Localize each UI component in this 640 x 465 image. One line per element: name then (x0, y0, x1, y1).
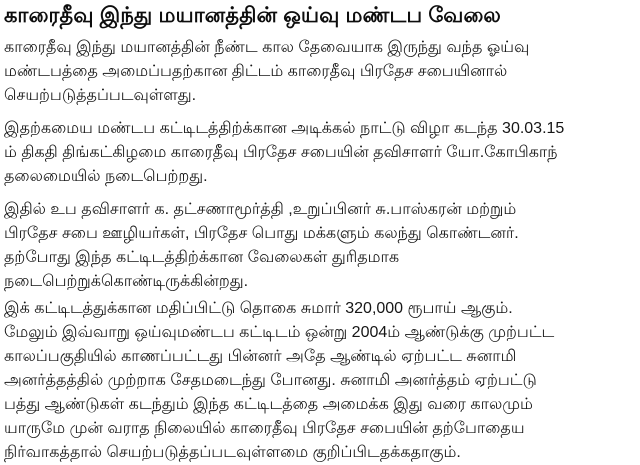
text-line: செயற்படுத்தப்படவுள்ளது. (4, 87, 197, 104)
text-line: மண்டபத்தை அமைப்பதற்கான திட்டம் காரைதீவு பிரதேச சபையினால் (4, 63, 508, 80)
text-line: நடைபெற்றுக்கொண்டிருக்கின்றது. (4, 273, 249, 290)
text-line: பிரதேச சபை ஊழியர்கள், பிரதேச பொது மக்களும் கலந்து கொண்டனர். (4, 225, 519, 242)
text-line: அனர்த்தத்தில் முற்றாக சேதமடைந்து போனது. சுனாமி அனர்த்தம் ஏற்பட்டு (4, 372, 537, 389)
text-line: யாருமே முன் வராத நிலையில் காரைதீவு பிரதேச சபையின் தற்போதைய (4, 420, 525, 437)
paragraph (4, 36, 634, 108)
text-line: இக் கட்டிடத்துக்கான மதிப்பிட்டு தொகை சுமார் 320,000 ரூபாய் ஆகும். (4, 300, 513, 317)
text-line: காலப்பகுதியில் காணப்பட்டது பின்னர் அதே ஆண்டில் ஏற்பட்ட சுனாமி (4, 348, 517, 365)
text-line: மேலும் இவ்வாறு ஒய்வுமண்டப கட்டிடம் ஒன்று 2004ம் ஆண்டுக்கு முற்பட்ட (4, 324, 555, 341)
text-line: இதற்கமைய மண்டப கட்டிடத்திற்க்கான அடிக்கல் நாட்டு விழா கடந்த 30.03.15 (4, 120, 565, 137)
paragraph (4, 117, 634, 189)
text-line: நிர்வாகத்தால் செயற்படுத்தப்படவுள்ளமை குறிப்பிடதக்கதாகும். (4, 444, 461, 461)
paragraph (4, 198, 634, 294)
article-title: காரைதீவு இந்து மயானத்தின் ஒய்வு மண்டப வேலை (4, 4, 502, 27)
text-line: இதில் உப தவிசாளர் க. தட்சணாமூர்த்தி ,உறுப்பினர் சு.பாஸ்கரன் மற்றும் (4, 201, 517, 218)
text-line: தலைமையில் நடைபெற்றது. (4, 168, 208, 185)
text-line: காரைதீவு இந்து மயானத்தின் நீண்ட கால தேவையாக இருந்து வந்த ஓய்வு (4, 39, 530, 56)
article-body (4, 36, 634, 465)
text-line: தற்போது இந்த கட்டிடத்திற்க்கான வேலைகள் துரிதமாக (4, 249, 400, 266)
paragraph (4, 297, 634, 465)
text-line: ம் திகதி திங்கட்கிழமை காரைதீவு பிரதேச சபையின் தவிசாளர் யோ.கோபிகாந் (4, 144, 558, 161)
text-line: பத்து ஆண்டுகள் கடந்தும் இந்த கட்டிடத்தை அமைக்க இது வரை காலமும் (4, 396, 533, 413)
